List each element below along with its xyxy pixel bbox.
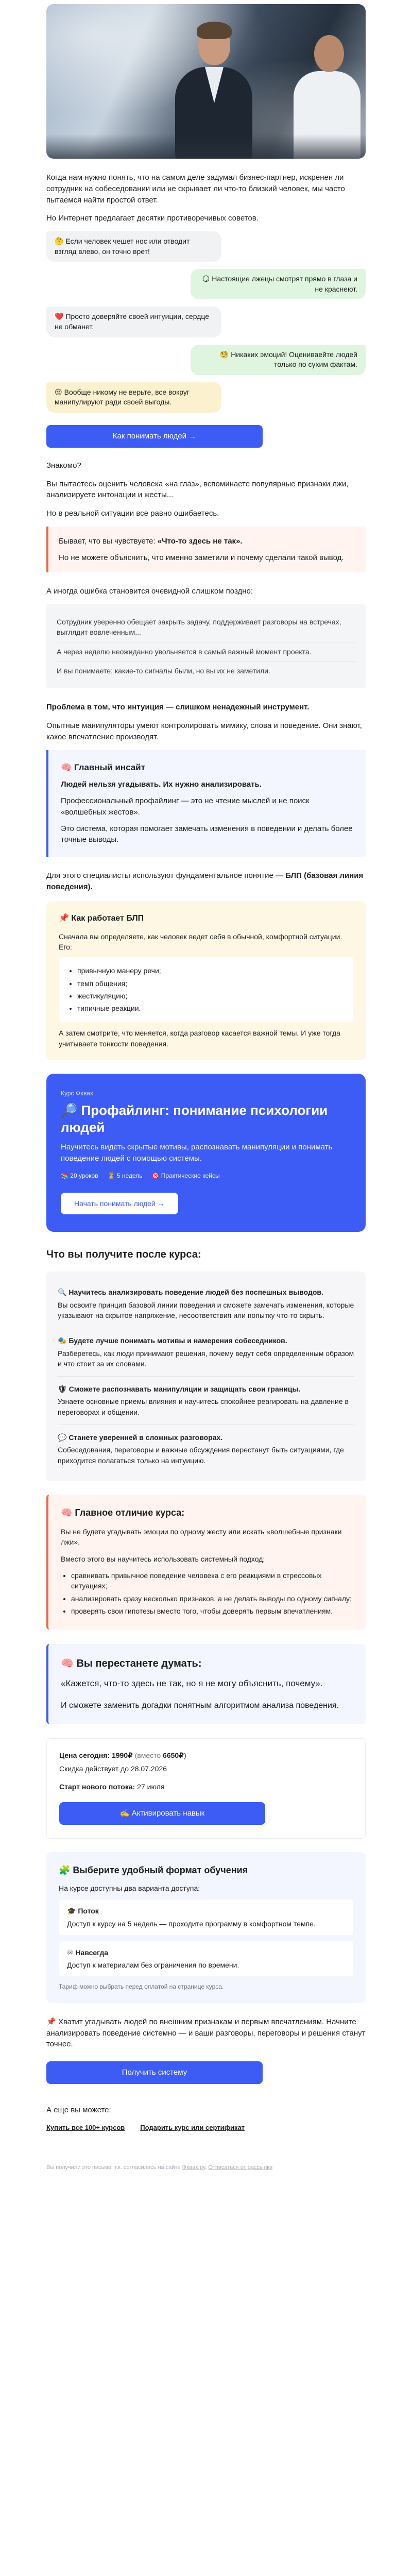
examples-box: Сотрудник уверенно обещает закрыть задачу, поддерживает разговоры на встречах, выглядит вовлеченным... А через неделю неожиданно увольняется в самый важный момент проекта. И вы понимаете: какие-то сигналы были, но вы их не заметили. xyxy=(46,604,366,688)
gift-course-link[interactable]: Подарить курс или сертификат xyxy=(140,2123,245,2131)
manipulators-text: Опытные манипуляторы умеют контролировать мимику, слова и поведение. Они знают, какое впечатление производят. xyxy=(46,721,362,741)
specialists-text: Для этого специалисты используют фундаментальное понятие — БЛП (базовая линия поведения). xyxy=(46,871,364,891)
chat-bubble: 😒 Вообще никому не верьте, все вокруг манипулируют ради своей выгоды. xyxy=(46,382,221,413)
format-card-forever: ♾ Навсегда Доступ к материалам без ограничения по времени. xyxy=(59,1941,353,1977)
price-old: 6650₽ xyxy=(163,1751,184,1759)
problem-text: Проблема в том, что интуиция — слишком ненадежный инструмент. xyxy=(46,703,310,712)
benefit-item: 🛡 Сможете распознавать манипуляции и защищать свои границы. Узнаете основные приемы влияния и научитесь спокойнее реагировать на давление в переговорах и общении. xyxy=(58,1377,354,1425)
benefit-item: 💬 Станете уверенней в сложных разговорах. Собеседования, переговоры и важные обсуждения перестанут быть ситуациями, где приходится полагаться только на интуицию. xyxy=(58,1433,344,1465)
closing-text: 📌 Хватит угадывать людей по внешним признакам и первым впечатлениям. Начните анализировать поведение системно — и ваши разговоры, переговоры и решения станут точнее. xyxy=(46,2017,366,2049)
course-title: 🔎 Профайлинг: понимание психологии людей xyxy=(61,1103,328,1135)
price-box: Цена сегодня: 1990₽ (вместо 6650₽) Скидка действует до 28.07.2026 Старт нового потока: 27 июля ✍️ Активировать навык xyxy=(46,1738,366,1839)
site-link[interactable]: Фхвах.ру xyxy=(182,2164,205,2171)
advice-chat xyxy=(46,231,366,413)
benefits-list xyxy=(46,1272,366,1481)
blp-list: • привычную манеру речи; • темп общения; • жестикуляцию; • типичные реакции. xyxy=(77,965,344,1013)
real-situation-text: Но в реальной ситуации все равно ошибаетесь. xyxy=(46,509,219,518)
difference-box: 🧠 Главное отличие курса: Вы не будете угадывать эмоции по одному жесту или искать «волшебные признаки лжи». Вместо этого вы научитесь использовать системный подход: • сравнивать привычное поведение человека с его реакциями в стрессовых ситуациях; • анализировать сразу несколько признаков, а не делать выводы по одному сигналу; • проверять свои гипотезы вместо того, чтобы доверять первым впечатлениям. xyxy=(46,1495,366,1630)
hero-photo xyxy=(46,4,366,159)
blp-box: 📌 Как работает БЛП Сначала вы определяете, как человек ведет себя в обычной, комфортной ситуации. Его: • привычную манеру речи; • темп общения; • жестикуляцию; • типичные реакции. А затем смотрите, что меняется, когда разговор касается важной темы. И уже тогда учитываете тонкости поведения. xyxy=(46,901,366,1061)
benefit-item: 🔍 Научитесь анализировать поведение людей без поспешных выводов. Вы освоите принцип базовой линии поведения и сможете замечать изменения, которые указывают на скрытое напряжение, несоответствия или попытку что-то скрыть. xyxy=(58,1280,354,1328)
get-system-button[interactable]: Получить систему xyxy=(46,2061,263,2084)
benefits-heading: Что вы получите после курса: xyxy=(46,1249,201,1261)
price-now: 1990₽ xyxy=(111,1751,133,1759)
activate-skill-button[interactable]: ✍️ Активировать навык xyxy=(59,1802,265,1825)
internet-note: Но Интернет предлагает десятки противоречивых советов. xyxy=(46,214,259,223)
course-card: Курс Фхвах 🔎 Профайлинг: понимание психологии людей Научитесь видеть скрытые мотивы, распознавать манипуляции и понимать поведение людей с помощью системы. 📚 20 уроков ⏳ 5 недель 🎯 Практические кейсы Начать понимать людей → xyxy=(46,1074,366,1232)
intro-text: Когда нам нужно понять, что на самом деле задумал бизнес-партнер, искренен ли сотрудник на собеседовании или не скрывает ли что-то близкий человек, мы часто пытаемся найти простой ответ. xyxy=(46,173,345,205)
course-meta: 📚 20 уроков ⏳ 5 недель 🎯 Практические кейсы xyxy=(61,1172,220,1179)
buy-all-courses-link[interactable]: Купить все 100+ курсов xyxy=(46,2123,125,2131)
unsubscribe-link[interactable]: Отписаться от рассылки xyxy=(208,2164,273,2171)
feeling-callout: Бывает, что вы чувствуете: «Что-то здесь не так». Но не можете объяснить, что именно заметили и почему сделали такой вывод. xyxy=(46,527,366,573)
start-course-button[interactable]: Начать понимать людей → xyxy=(61,1193,178,1214)
chat-bubble: ❤️ Просто доверяйте своей интуиции, сердце не обманет. xyxy=(46,307,221,337)
benefit-item: 🎭 Будете лучше понимать мотивы и намерения собеседников. Разберетесь, как люди принимают решения, почему ведут себя определенным образом и что стоит за их словами. xyxy=(58,1328,354,1377)
understand-people-button[interactable]: Как понимать людей → xyxy=(46,425,263,448)
also-text: А еще вы можете: xyxy=(46,2106,111,2115)
familiar-text: Вы пытаетесь оценить человека «на глаз», вспоминаете популярные признаки лжи, анализируете интонации и жесты... xyxy=(46,479,349,500)
format-box: 🧩 Выберите удобный формат обучения На курсе доступны два варианта доступа: 🎓 Поток Доступ к курсу на 5 недель — проходите программу в комфортном темпе. ♾ Навсегда Доступ к материалам без ограничения по времени. Тариф можно выбрать перед оплатой на странице курса. xyxy=(46,1852,366,2003)
obvious-text: А иногда ошибка становится очевидной слишком поздно: xyxy=(46,587,253,596)
footer: Вы получили это письмо, т.к. согласились на сайте Фхвах.ру. Отписаться от рассылки xyxy=(46,2164,273,2171)
chat-bubble: 🧐 Никаких эмоций! Оцениваейте людей только по сухим фактам. xyxy=(191,345,366,375)
chat-bubble: 😏 Настоящие лжецы смотрят прямо в глаза и не краснеют. xyxy=(191,269,366,299)
format-card-stream: 🎓 Поток Доступ к курсу на 5 недель — проходите программу в комфортном темпе. xyxy=(59,1900,353,1935)
insight-callout: 🧠 Главный инсайт Людей нельзя угадывать. Их нужно анализировать. Профессиональный профайлинг — это не чтение мыслей и не поиск «волшебных жестов». Это система, которая помогает замечать изменения в поведении и делать более точные выводы. xyxy=(46,750,366,857)
stop-thinking-box: 🧠 Вы перестанете думать: «Кажется, что-то здесь не так, но я не могу объяснить, почему». И сможете заменить догадки понятным алгоритмом анализа поведения. xyxy=(46,1644,366,1724)
extra-links xyxy=(46,2123,366,2133)
familiar-heading: Знакомо? xyxy=(46,461,81,470)
chat-bubble: 🤔 Если человек чешет нос или отводит взгляд влево, он точно врет! xyxy=(46,231,221,262)
email-page xyxy=(46,4,366,2184)
